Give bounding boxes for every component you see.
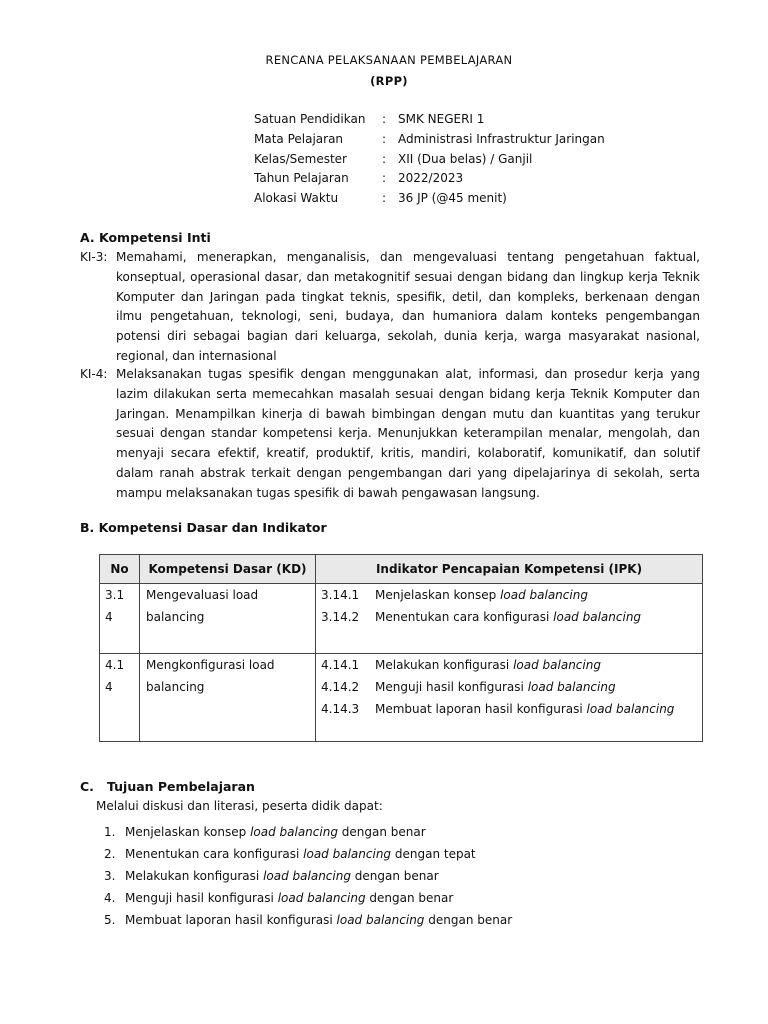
- ipk-item: [316, 584, 702, 606]
- cell-kd: [140, 584, 316, 654]
- identity-colon: :: [382, 191, 387, 206]
- ipk-code: 4.14.3: [321, 702, 360, 716]
- identity-colon: :: [382, 171, 387, 186]
- ipk-text: Melakukan konfigurasi: [375, 658, 510, 672]
- ipk-code: 4.14.1: [321, 658, 360, 672]
- no-line: 4: [105, 610, 113, 624]
- list-text-end: dengan benar: [369, 891, 454, 905]
- header-kd: Kompetensi Dasar (KD): [140, 555, 316, 584]
- ki3-code: KI-3:: [80, 250, 108, 264]
- ipk-item: [316, 698, 702, 720]
- ipk-term: load balancing: [527, 680, 616, 694]
- kd-line: balancing: [146, 680, 205, 694]
- list-item: [104, 887, 512, 909]
- identity-row: [254, 169, 605, 189]
- header-no: No: [100, 555, 140, 584]
- list-item: [104, 865, 512, 887]
- identity-row: [254, 189, 605, 209]
- identity-colon: :: [382, 131, 387, 146]
- identity-value: Administrasi Infrastruktur Jaringan: [398, 131, 605, 146]
- tujuan-intro: Melalui diskusi dan literasi, peserta didik dapat:: [96, 799, 383, 813]
- ipk-text: Membuat laporan hasil konfigurasi: [375, 702, 583, 716]
- section-a-heading: A. Kompetensi Inti: [80, 230, 211, 245]
- ki3-paragraph: [80, 248, 700, 367]
- list-number: 4.: [104, 891, 116, 905]
- list-item: [104, 821, 512, 843]
- identity-value: 36 JP (@45 menit): [398, 191, 507, 206]
- ki4-text: Melaksanakan tugas spesifik dengan menggunakan alat, informasi, dan prosedur kerja yang lazim dilakukan serta memecahkan masalah sesuai dengan bidang kerja Teknik Komputer dan Jaringan. Menampilkan kinerja di bawah bimbingan dengan mutu dan kuantitas yang terukur sesuai dengan standar kompetensi kerja. Menunjukkan keterampilan menalar, mengolah, dan menyaji secara efektif, kreatif, produktif, kritis, mandiri, kolaboratif, komunikatif, dan solutif dalam ranah abstrak terkait dengan pengembangan dari yang dipelajarinya di sekolah, serta mampu melaksanakan tugas spesifik di bawah pengawasan langsung.: [116, 367, 700, 500]
- ipk-text: Menentukan cara konfigurasi: [375, 610, 550, 624]
- ipk-item: [316, 676, 702, 698]
- ki4-code: KI-4:: [80, 367, 108, 381]
- identity-label: Tahun Pelajaran: [254, 171, 349, 186]
- cell-no: [100, 654, 140, 742]
- identity-colon: :: [382, 151, 387, 166]
- list-text-end: dengan tepat: [394, 847, 476, 861]
- identity-block: [254, 110, 605, 209]
- ipk-code: 4.14.2: [321, 680, 360, 694]
- ipk-item: [316, 654, 702, 676]
- list-term: load balancing: [277, 891, 366, 905]
- identity-label: Kelas/Semester: [254, 151, 347, 166]
- document-subtitle: (RPP): [370, 74, 408, 88]
- ipk-term: load balancing: [500, 588, 588, 602]
- list-term: load balancing: [336, 913, 425, 927]
- ipk-item: [316, 606, 702, 628]
- list-number: 3.: [104, 869, 116, 883]
- list-term: load balancing: [250, 825, 338, 839]
- list-item: [104, 843, 512, 865]
- identity-value: 2022/2023: [398, 171, 464, 186]
- no-line: 4: [105, 680, 113, 694]
- cell-ipk: [316, 584, 703, 654]
- identity-row: [254, 130, 605, 150]
- table-header-row: [100, 555, 703, 584]
- kd-line: Mengevaluasi load: [146, 588, 259, 602]
- list-text-end: dengan benar: [428, 913, 513, 927]
- ipk-text: Menguji hasil konfigurasi: [375, 680, 524, 694]
- ki4-paragraph: [80, 365, 700, 504]
- list-text: Menentukan cara konfigurasi: [125, 847, 300, 861]
- list-term: load balancing: [263, 869, 351, 883]
- ipk-code: 3.14.1: [321, 588, 360, 602]
- list-item: [104, 909, 512, 931]
- identity-row: [254, 150, 605, 170]
- ipk-text: Menjelaskan konsep: [375, 588, 497, 602]
- section-b-heading: B. Kompetensi Dasar dan Indikator: [80, 520, 327, 535]
- identity-value: SMK NEGERI 1: [398, 112, 485, 126]
- kd-line: Mengkonfigurasi load: [146, 658, 275, 672]
- no-line: 4.1: [105, 658, 125, 672]
- identity-value: XII (Dua belas) / Ganjil: [398, 151, 533, 166]
- list-term: load balancing: [303, 847, 392, 861]
- list-text: Melakukan konfigurasi: [125, 869, 260, 883]
- cell-no: [100, 584, 140, 654]
- ipk-term: load balancing: [553, 610, 642, 624]
- cell-kd: [140, 654, 316, 742]
- ipk-term: load balancing: [513, 658, 601, 672]
- list-text: Menjelaskan konsep: [125, 825, 247, 839]
- identity-row: [254, 110, 605, 130]
- header-ipk: Indikator Pencapaian Kompetensi (IPK): [316, 555, 703, 584]
- tujuan-list: [104, 821, 512, 931]
- list-number: 1.: [104, 825, 116, 839]
- list-text-end: dengan benar: [341, 825, 426, 839]
- list-text-end: dengan benar: [354, 869, 439, 883]
- identity-label: Mata Pelajaran: [254, 131, 344, 146]
- kd-line: balancing: [146, 610, 205, 624]
- ipk-code: 3.14.2: [321, 610, 360, 624]
- ipk-term: load balancing: [586, 702, 675, 716]
- kd-table: [99, 554, 703, 742]
- list-number: 5.: [104, 913, 116, 927]
- table-row: [100, 584, 703, 654]
- table-row: [100, 654, 703, 742]
- ki3-text: Memahami, menerapkan, menganalisis, dan mengevaluasi tentang pengetahuan faktual, konseptual, operasional dasar, dan metakognitif sesuai dengan bidang dan lingkup kerja Teknik Komputer dan Jaringan pada tingkat teknis, spesifik, detil, dan kompleks, berkenaan dengan ilmu pengetahuan, teknologi, seni, budaya, dan humaniora dalam konteks pengembangan potensi diri sebagai bagian dari keluarga, sekolah, dunia kerja, warga masyarakat nasional, regional, dan internasional: [116, 250, 700, 363]
- identity-label: Satuan Pendidikan: [254, 112, 366, 126]
- document-title: RENCANA PELAKSANAAN PEMBELAJARAN: [265, 53, 513, 67]
- identity-colon: :: [382, 112, 387, 126]
- section-c-heading: C. Tujuan Pembelajaran: [80, 779, 255, 794]
- cell-ipk: [316, 654, 703, 742]
- no-line: 3.1: [105, 588, 125, 602]
- list-text: Menguji hasil konfigurasi: [125, 891, 274, 905]
- list-text: Membuat laporan hasil konfigurasi: [125, 913, 333, 927]
- identity-label: Alokasi Waktu: [254, 191, 339, 206]
- list-number: 2.: [104, 847, 116, 861]
